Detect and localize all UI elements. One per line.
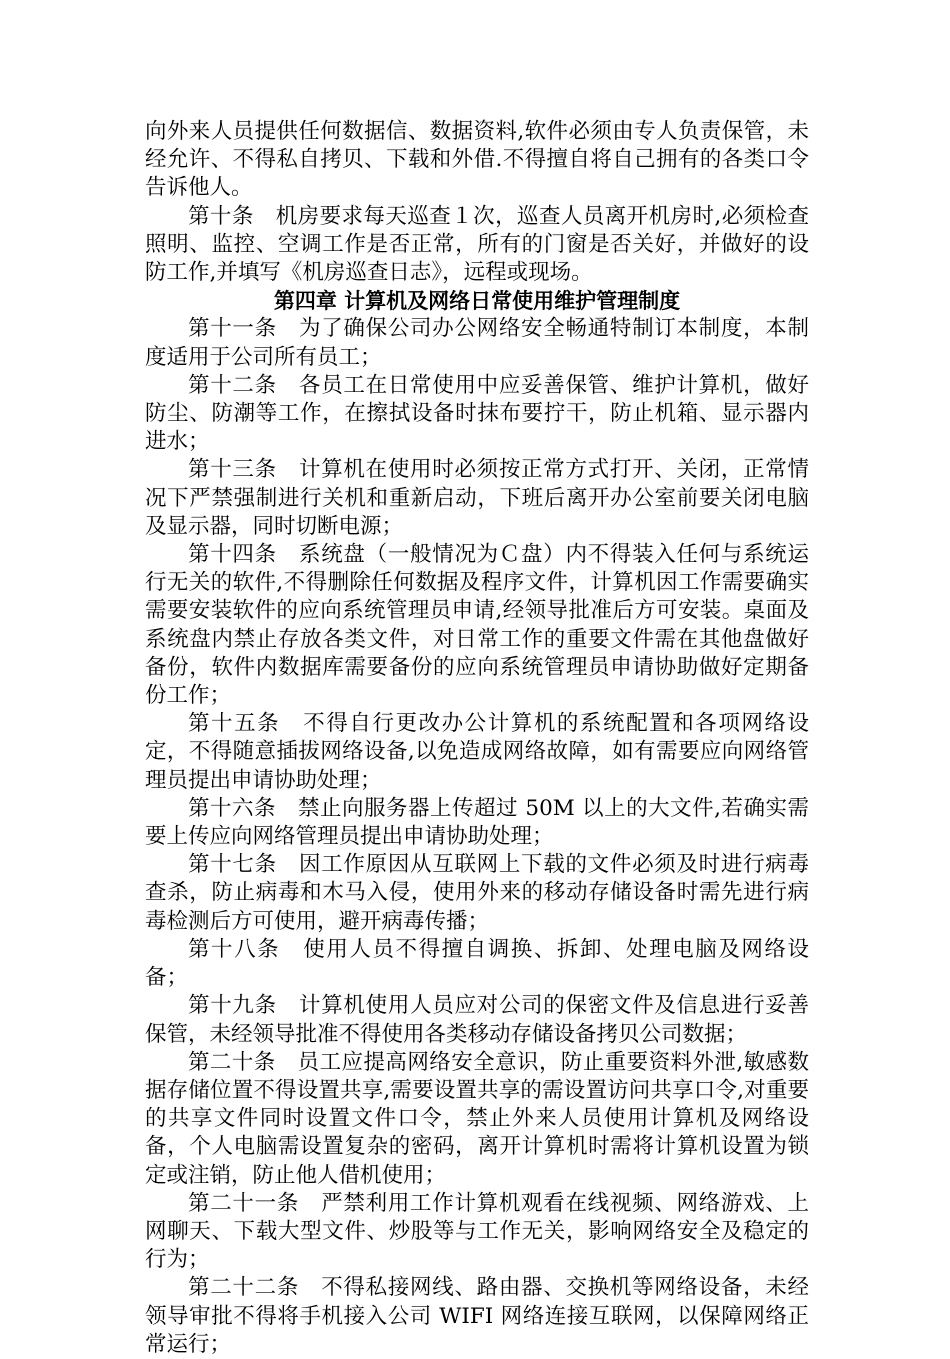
article-15: 第十五条 不得自行更改办公计算机的系统配置和各项网络设定，不得随意插拔网络设备,以免造成网络故障，如有需要应向网络管理员提出申请协助处理；	[145, 711, 809, 793]
article-16: 第十六条 禁止向服务器上传超过 50M 以上的大文件,若确实需要上传应向网络管理员提出申请协助处理；	[145, 795, 809, 850]
article-21: 第二十一条 严禁利用工作计算机观看在线视频、网络游戏、上网聊天、下载大型文件、炒股等与工作无关，影响网络安全及稳定的行为；	[145, 1190, 809, 1273]
chapter-title: 第四章 计算机及网络日常使用维护管理制度	[273, 289, 681, 314]
intro-paragraph: 向外来人员提供任何数据信、数据资料,软件必须由专人负责保管，未经允许、不得私自拷贝、下载和外借.不得擅自将自己拥有的各类口令告诉他人。	[145, 119, 809, 201]
article-11: 第十一条 为了确保公司办公网络安全畅通特制订本制度，本制度适用于公司所有员工；	[145, 316, 809, 370]
article-19: 第十九条 计算机使用人员应对公司的保密文件及信息进行妥善保管，未经领导批准不得使用各类移动存储设备拷贝公司数据；	[145, 993, 809, 1047]
article-22: 第二十二条 不得私接网线、路由器、交换机等网络设备，未经领导审批不得将手机接入公司 WIFI 网络连接互联网，以保障网络正常运行；	[145, 1275, 809, 1357]
document-page	[145, 118, 809, 1359]
article-20: 第二十条 员工应提高网络安全意识，防止重要资料外泄,敏感数据存储位置不得设置共享,需要设置共享的需设置访问共享口令,对重要的共享文件同时设置文件口令，禁止外来人员使用计算机及网络设备，个人电脑需设置复杂的密码，离开计算机时需将计算机设置为锁定或注销，防止他人借机使用；	[145, 1049, 809, 1188]
article-14: 第十四条 系统盘（一般情况为Ｃ盘）内不得装入任何与系统运行无关的软件,不得删除任何数据及程序文件，计算机因工作需要确实需要安装软件的应向系统管理员申请,经领导批准后方可安装。桌面及系统盘内禁止存放各类文件，对日常工作的重要文件需在其他盘做好备份，软件内数据库需要备份的应向系统管理员申请协助做好定期备份工作；	[145, 542, 809, 709]
article-12: 第十二条 各员工在日常使用中应妥善保管、维护计算机，做好防尘、防潮等工作，在擦拭设备时抹布要拧干，防止机箱、显示器内进水；	[145, 372, 809, 455]
article-17: 第十七条 因工作原因从互联网上下载的文件必须及时进行病毒查杀，防止病毒和木马入侵，使用外来的移动存储设备时需先进行病毒检测后方可使用，避开病毒传播；	[145, 852, 809, 934]
article-18: 第十八条 使用人员不得擅自调换、拆卸、处理电脑及网络设备；	[145, 936, 809, 991]
article-13: 第十三条 计算机在使用时必须按正常方式打开、关闭，正常情况下严禁强制进行关机和重新启动，下班后离开办公室前要关闭电脑及显示器，同时切断电源；	[145, 457, 809, 539]
article-10: 第十条 机房要求每天巡查１次，巡查人员离开机房时,必须检查照明、监控、空调工作是否正常，所有的门窗是否关好，并做好的设防工作,并填写《机房巡查日志》，远程或现场。	[145, 203, 809, 286]
